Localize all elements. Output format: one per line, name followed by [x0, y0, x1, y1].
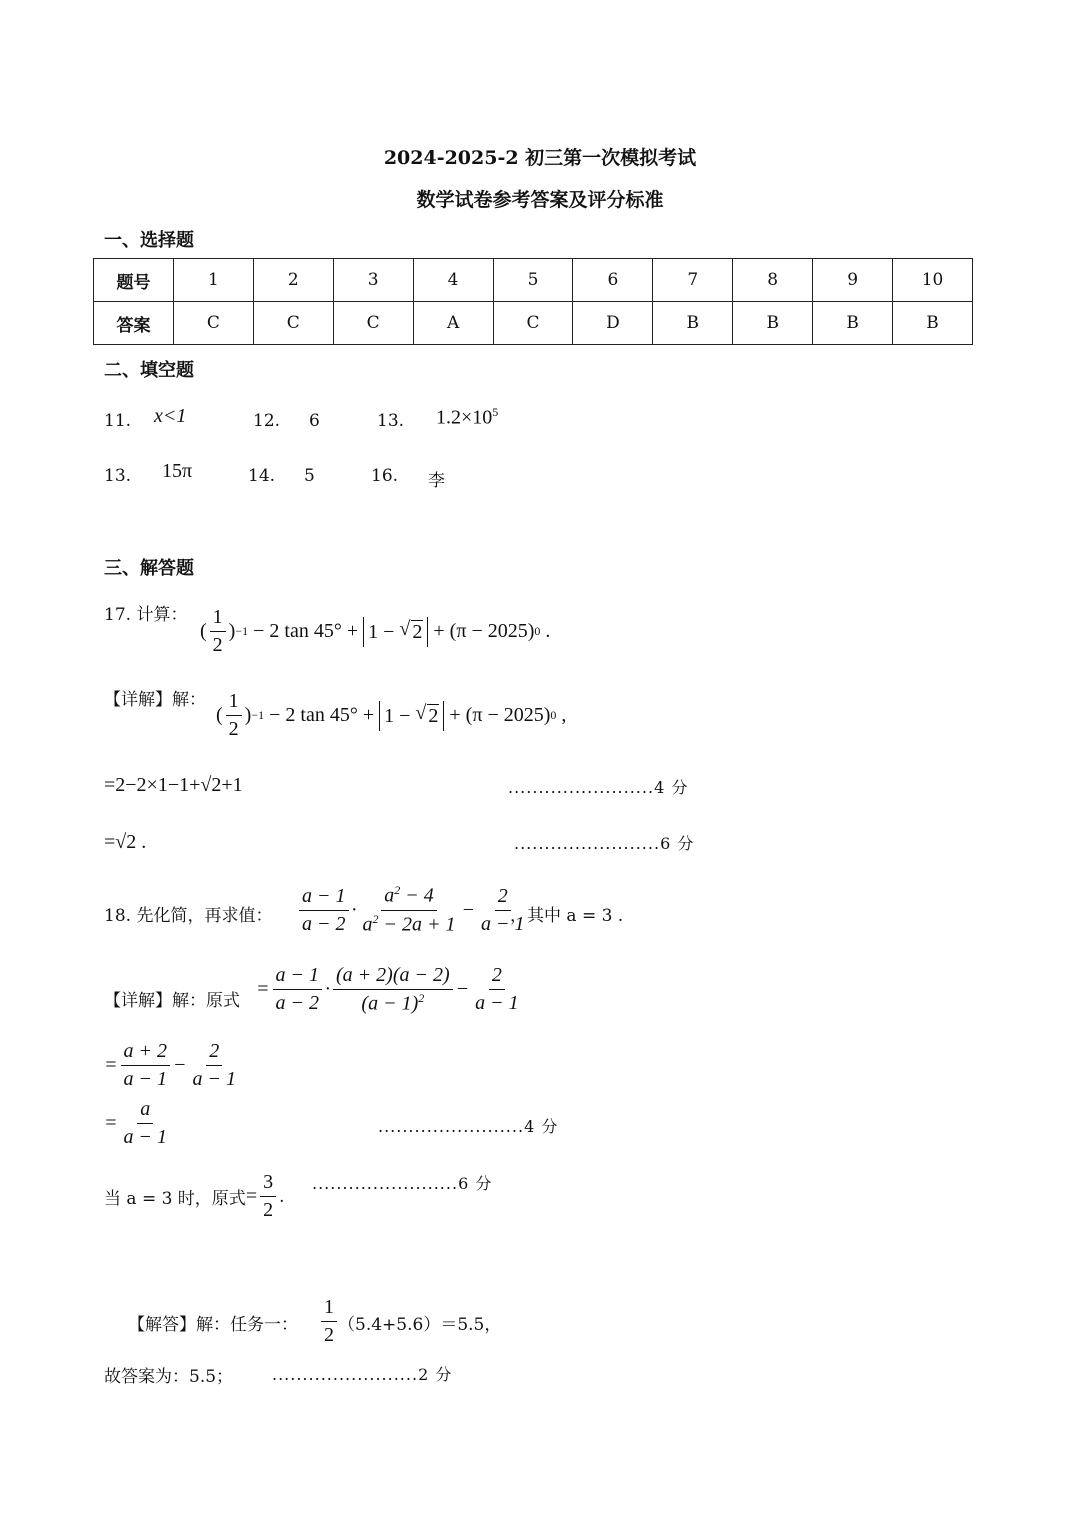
- q18-detail-expression: = $\frac{a - 1}{a - 2}$ · $\frac{(a + 2)(a - 2)}{(a - 1)^2}$ − $\frac{2}{a - 1}$: [256, 964, 519, 1015]
- table-cell: 3: [333, 259, 413, 302]
- item-number: 12.: [253, 411, 281, 431]
- table-cell: C: [173, 302, 253, 345]
- q18-final-numerator: 3: [260, 1171, 276, 1197]
- table-cell: 4: [413, 259, 493, 302]
- q18-step2-points: ........................4 分: [378, 1117, 559, 1136]
- q17-detail-expression: ( $\frac{1}{2}$ ) −1 − 2 tan 45° + 1 − √ 2 + (π − 2025) 0 ,: [216, 690, 567, 740]
- table-cell: 7: [653, 259, 733, 302]
- q18-step2: = $\frac{a}{a - 1}$: [104, 1098, 167, 1148]
- table-header-question: 题号: [94, 259, 174, 302]
- item-answer: 李: [428, 471, 445, 491]
- item-number: 13.: [104, 466, 132, 486]
- q17-expression: ( $\frac{1}{2}$ ) −1 − 2 tan 45° + 1 − √ 2 + (π − 2025) 0 .: [200, 606, 551, 656]
- item-answer: 6: [309, 411, 320, 431]
- q18-condition: ，其中 a = 3 .: [510, 906, 624, 926]
- table-cell: 8: [733, 259, 813, 302]
- item-answer: 5: [304, 466, 315, 486]
- item-number: 16.: [371, 466, 399, 486]
- q19-fraction: $\frac{1}{2}$: [318, 1296, 340, 1347]
- page-title: 2024-2025-2 初三第一次模拟考试: [383, 147, 697, 169]
- q19-label: 【解答】解：任务一：: [128, 1315, 298, 1335]
- table-cell: D: [573, 302, 653, 345]
- q18-step1: = $\frac{a + 2}{a - 1}$ − $\frac{2}{a - 1}$: [104, 1040, 236, 1090]
- table-cell: B: [733, 302, 813, 345]
- table-cell: B: [813, 302, 893, 345]
- table-cell: C: [253, 302, 333, 345]
- q17-step1-points: ........................4 分: [508, 778, 689, 797]
- q17-step1: =2−2×1−1+√2+1: [104, 774, 243, 796]
- section-heading-choice: 一、选择题: [104, 230, 194, 251]
- section-heading-fill: 二、填空题: [104, 360, 194, 381]
- table-cell: B: [893, 302, 973, 345]
- q19-points: ........................2 分: [272, 1365, 453, 1384]
- table-cell: B: [653, 302, 733, 345]
- page-subtitle: 数学试卷参考答案及评分标准: [416, 189, 664, 211]
- table-cell: 1: [173, 259, 253, 302]
- table-cell: A: [413, 302, 493, 345]
- table-cell: 6: [573, 259, 653, 302]
- q17-detail-label: 【详解】解：: [104, 690, 206, 710]
- q18-prompt: 18. 先化简，再求值：: [104, 906, 273, 926]
- item-number: 13.: [377, 411, 405, 431]
- item-answer: 15π: [162, 460, 193, 482]
- item-answer: $1.2\times 10^5$: [436, 405, 499, 429]
- q18-detail-label: 【详解】解：原式: [104, 991, 240, 1011]
- table-cell: C: [493, 302, 573, 345]
- table-cell: 10: [893, 259, 973, 302]
- q19-answer-line: 故答案为：5.5；: [104, 1367, 234, 1387]
- q17-step2-points: ........................6 分: [514, 834, 695, 853]
- q18-expression: $\frac{a - 1}{a - 2}$ · $\frac{a^2 - 4}{a^2 - 2a + 1}$ − $\frac{2}{a - 1}$: [296, 884, 531, 936]
- q18-final: 当 a = 3 时，原式 = $\frac{3}{2}$ .: [104, 1171, 285, 1221]
- table-cell: C: [333, 302, 413, 345]
- section-heading-solve: 三、解答题: [104, 558, 194, 579]
- q17-prompt: 17. 计算：: [104, 605, 188, 625]
- item-number: 11.: [104, 411, 132, 431]
- table-row: [94, 259, 973, 302]
- table-row: [94, 302, 973, 345]
- table-cell: 2: [253, 259, 333, 302]
- q18-final-label: 当 a = 3 时，原式: [104, 1189, 246, 1209]
- table-cell: 9: [813, 259, 893, 302]
- table-cell: 5: [493, 259, 573, 302]
- q18-final-points: ........................6 分: [312, 1174, 493, 1193]
- q19-expression: （5.4+5.6）＝5.5，: [338, 1315, 502, 1335]
- q17-step2: =√2 .: [104, 831, 147, 853]
- answer-table: [93, 258, 973, 345]
- item-answer: x<1: [154, 405, 187, 427]
- item-number: 14.: [248, 466, 276, 486]
- q18-final-denominator: 2: [263, 1199, 274, 1221]
- table-header-answer: 答案: [94, 302, 174, 345]
